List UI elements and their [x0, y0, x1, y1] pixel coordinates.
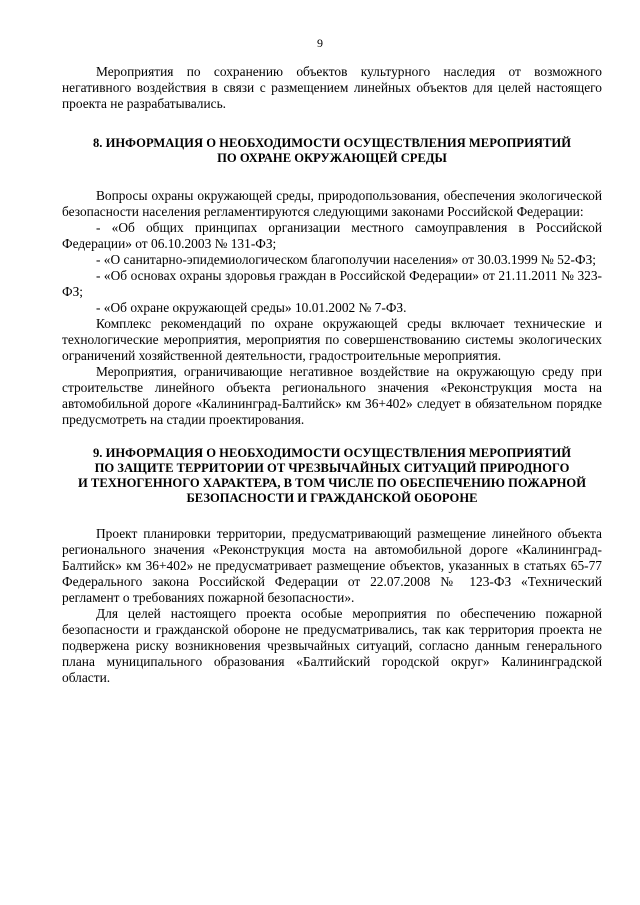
section-9-heading-line1: 9. ИНФОРМАЦИЯ О НЕОБХОДИМОСТИ ОСУЩЕСТВЛЕНИЯ МЕРОПРИЯТИЙ	[93, 446, 571, 460]
section-8-paragraph-3: Мероприятия, ограничивающие негативное воздействие на окружающую среду при строительстве линейного объекта регионального значения «Реконструкция моста на автомобильной дороге «Калининград-Балтийск» км 36+402» следует в обязательном порядке предусмотреть на стадии проектирования.	[62, 364, 602, 427]
section-8-heading	[62, 136, 602, 166]
law-item: - «Об основах охраны здоровья граждан в Российской Федерации» от 21.11.2011 № 323-ФЗ;	[62, 268, 602, 299]
section-9-paragraph-2: Для целей настоящего проекта особые мероприятия по обеспечению пожарной безопасности и гражданской обороне не предусматривались, так как территория проекта не подвержена риску возникновения чрезвычайных ситуаций, согласно данным генерального плана муниципального образования «Балтийский городской округ» Калининградской области.	[62, 606, 602, 685]
page-number: 9	[317, 36, 323, 50]
intro-paragraph: Мероприятия по сохранению объектов культурного наследия от возможного негативного воздействия в связи с размещением линейных объектов для целей настоящего проекта не разрабатывались.	[62, 64, 602, 111]
section-8-heading-line1: 8. ИНФОРМАЦИЯ О НЕОБХОДИМОСТИ ОСУЩЕСТВЛЕНИЯ МЕРОПРИЯТИЙ	[93, 136, 571, 150]
page-content	[62, 64, 602, 686]
section-8-heading-line2: ПО ОХРАНЕ ОКРУЖАЮЩЕЙ СРЕДЫ	[217, 151, 447, 165]
section-9-heading-line2: ПО ЗАЩИТЕ ТЕРРИТОРИИ ОТ ЧРЕЗВЫЧАЙНЫХ СИТУАЦИЙ ПРИРОДНОГО	[94, 461, 570, 475]
law-item: - «Об охране окружающей среды» 10.01.2002 № 7-ФЗ.	[96, 300, 407, 315]
section-8-paragraph-2: Комплекс рекомендаций по охране окружающей среды включает технические и технологические мероприятия, мероприятия по совершенствованию системы экологических ограничений хозяйственной деятельности, градостроительные мероприятия.	[62, 316, 602, 363]
section-9-heading	[62, 446, 602, 506]
law-item: - «О санитарно-эпидемиологическом благополучии населения» от 30.03.1999 № 52-ФЗ;	[96, 252, 597, 267]
law-item: - «Об общих принципах организации местного самоуправления в Российской Федерации» от 06.10.2003 № 131-ФЗ;	[62, 220, 602, 251]
section-9-heading-line3: И ТЕХНОГЕННОГО ХАРАКТЕРА, В ТОМ ЧИСЛЕ ПО ОБЕСПЕЧЕНИЮ ПОЖАРНОЙ	[77, 476, 587, 490]
section-9-heading-line4: БЕЗОПАСНОСТИ И ГРАЖДАНСКОЙ ОБОРОНЕ	[186, 491, 478, 505]
section-9-paragraph-1: Проект планировки территории, предусматривающий размещение линейного объекта регионального значения «Реконструкция моста на автомобильной дороге «Калининград-Балтийск» км 36+402» не предусматривает размещение объектов, указанных в статьях 65-77 Федерального закона Российской Федерации от 22.07.2008 № 123-ФЗ «Технический регламент о требованиях пожарной безопасности».	[62, 526, 602, 605]
section-8-paragraph-1: Вопросы охраны окружающей среды, природопользования, обеспечения экологической безопасности населения регламентируются следующими законами Российской Федерации:	[62, 188, 602, 219]
